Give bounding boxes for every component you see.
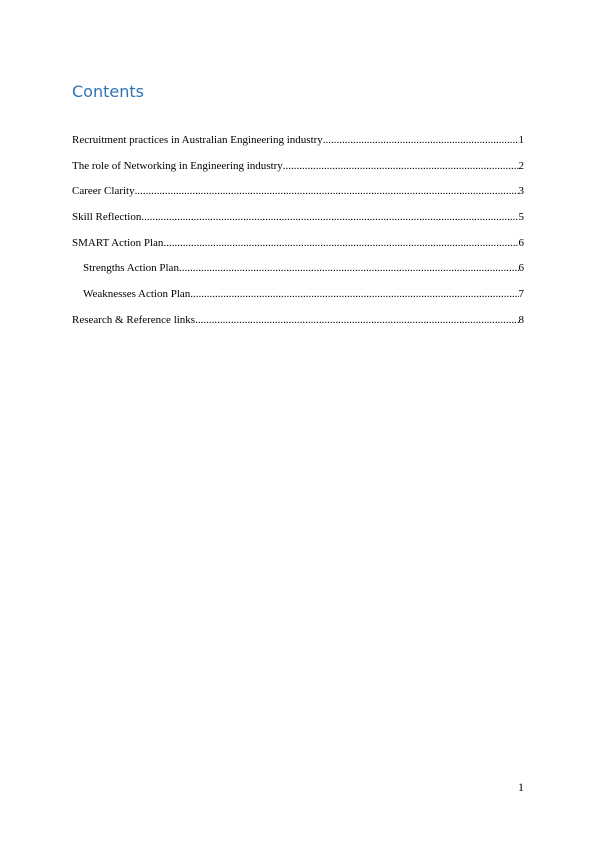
- page-number: 1: [518, 780, 524, 794]
- toc-entry-page: 6: [518, 236, 524, 249]
- toc-dot-leader: [190, 285, 518, 303]
- toc-entry-title: The role of Networking in Engineering industry: [72, 159, 283, 172]
- toc-heading: Contents: [72, 82, 144, 101]
- toc-entry-page: 6: [518, 262, 524, 275]
- toc-dot-leader: [141, 208, 518, 226]
- toc-dot-leader: [323, 131, 519, 149]
- toc-entry-page: 1: [518, 134, 524, 146]
- table-of-contents: [72, 131, 524, 337]
- toc-entry-title: Weaknesses Action Plan: [83, 288, 191, 301]
- toc-entry-title: SMART Action Plan: [72, 236, 164, 249]
- toc-dot-leader: [195, 311, 518, 329]
- toc-entry-page: 5: [518, 211, 524, 224]
- toc-entry-page: 7: [518, 288, 524, 301]
- toc-entry-smart-action-plan[interactable]: [72, 234, 524, 260]
- toc-entry-recruitment-practices[interactable]: [72, 131, 524, 157]
- toc-entry-role-of-networking[interactable]: [72, 157, 524, 183]
- toc-dot-leader: [283, 157, 519, 175]
- toc-entry-research-reference-links[interactable]: [72, 311, 524, 337]
- toc-entry-page: 8: [518, 313, 524, 326]
- toc-dot-leader: [135, 182, 519, 200]
- toc-dot-leader: [163, 234, 518, 252]
- toc-entry-career-clarity[interactable]: [72, 182, 524, 208]
- toc-entry-weaknesses-action-plan[interactable]: [72, 285, 524, 311]
- toc-entry-title: Skill Reflection: [72, 211, 142, 224]
- toc-entry-title: Research & Reference links: [72, 313, 196, 326]
- toc-entry-title: Strengths Action Plan: [83, 262, 179, 275]
- toc-entry-page: 2: [518, 159, 524, 172]
- toc-entry-title: Career Clarity: [72, 185, 135, 198]
- toc-entry-title: Recruitment practices in Australian Engineering industry: [72, 134, 323, 146]
- toc-entry-strengths-action-plan[interactable]: [72, 259, 524, 285]
- toc-dot-leader: [179, 259, 519, 277]
- toc-entry-page: 3: [518, 185, 524, 198]
- toc-entry-skill-reflection[interactable]: [72, 208, 524, 234]
